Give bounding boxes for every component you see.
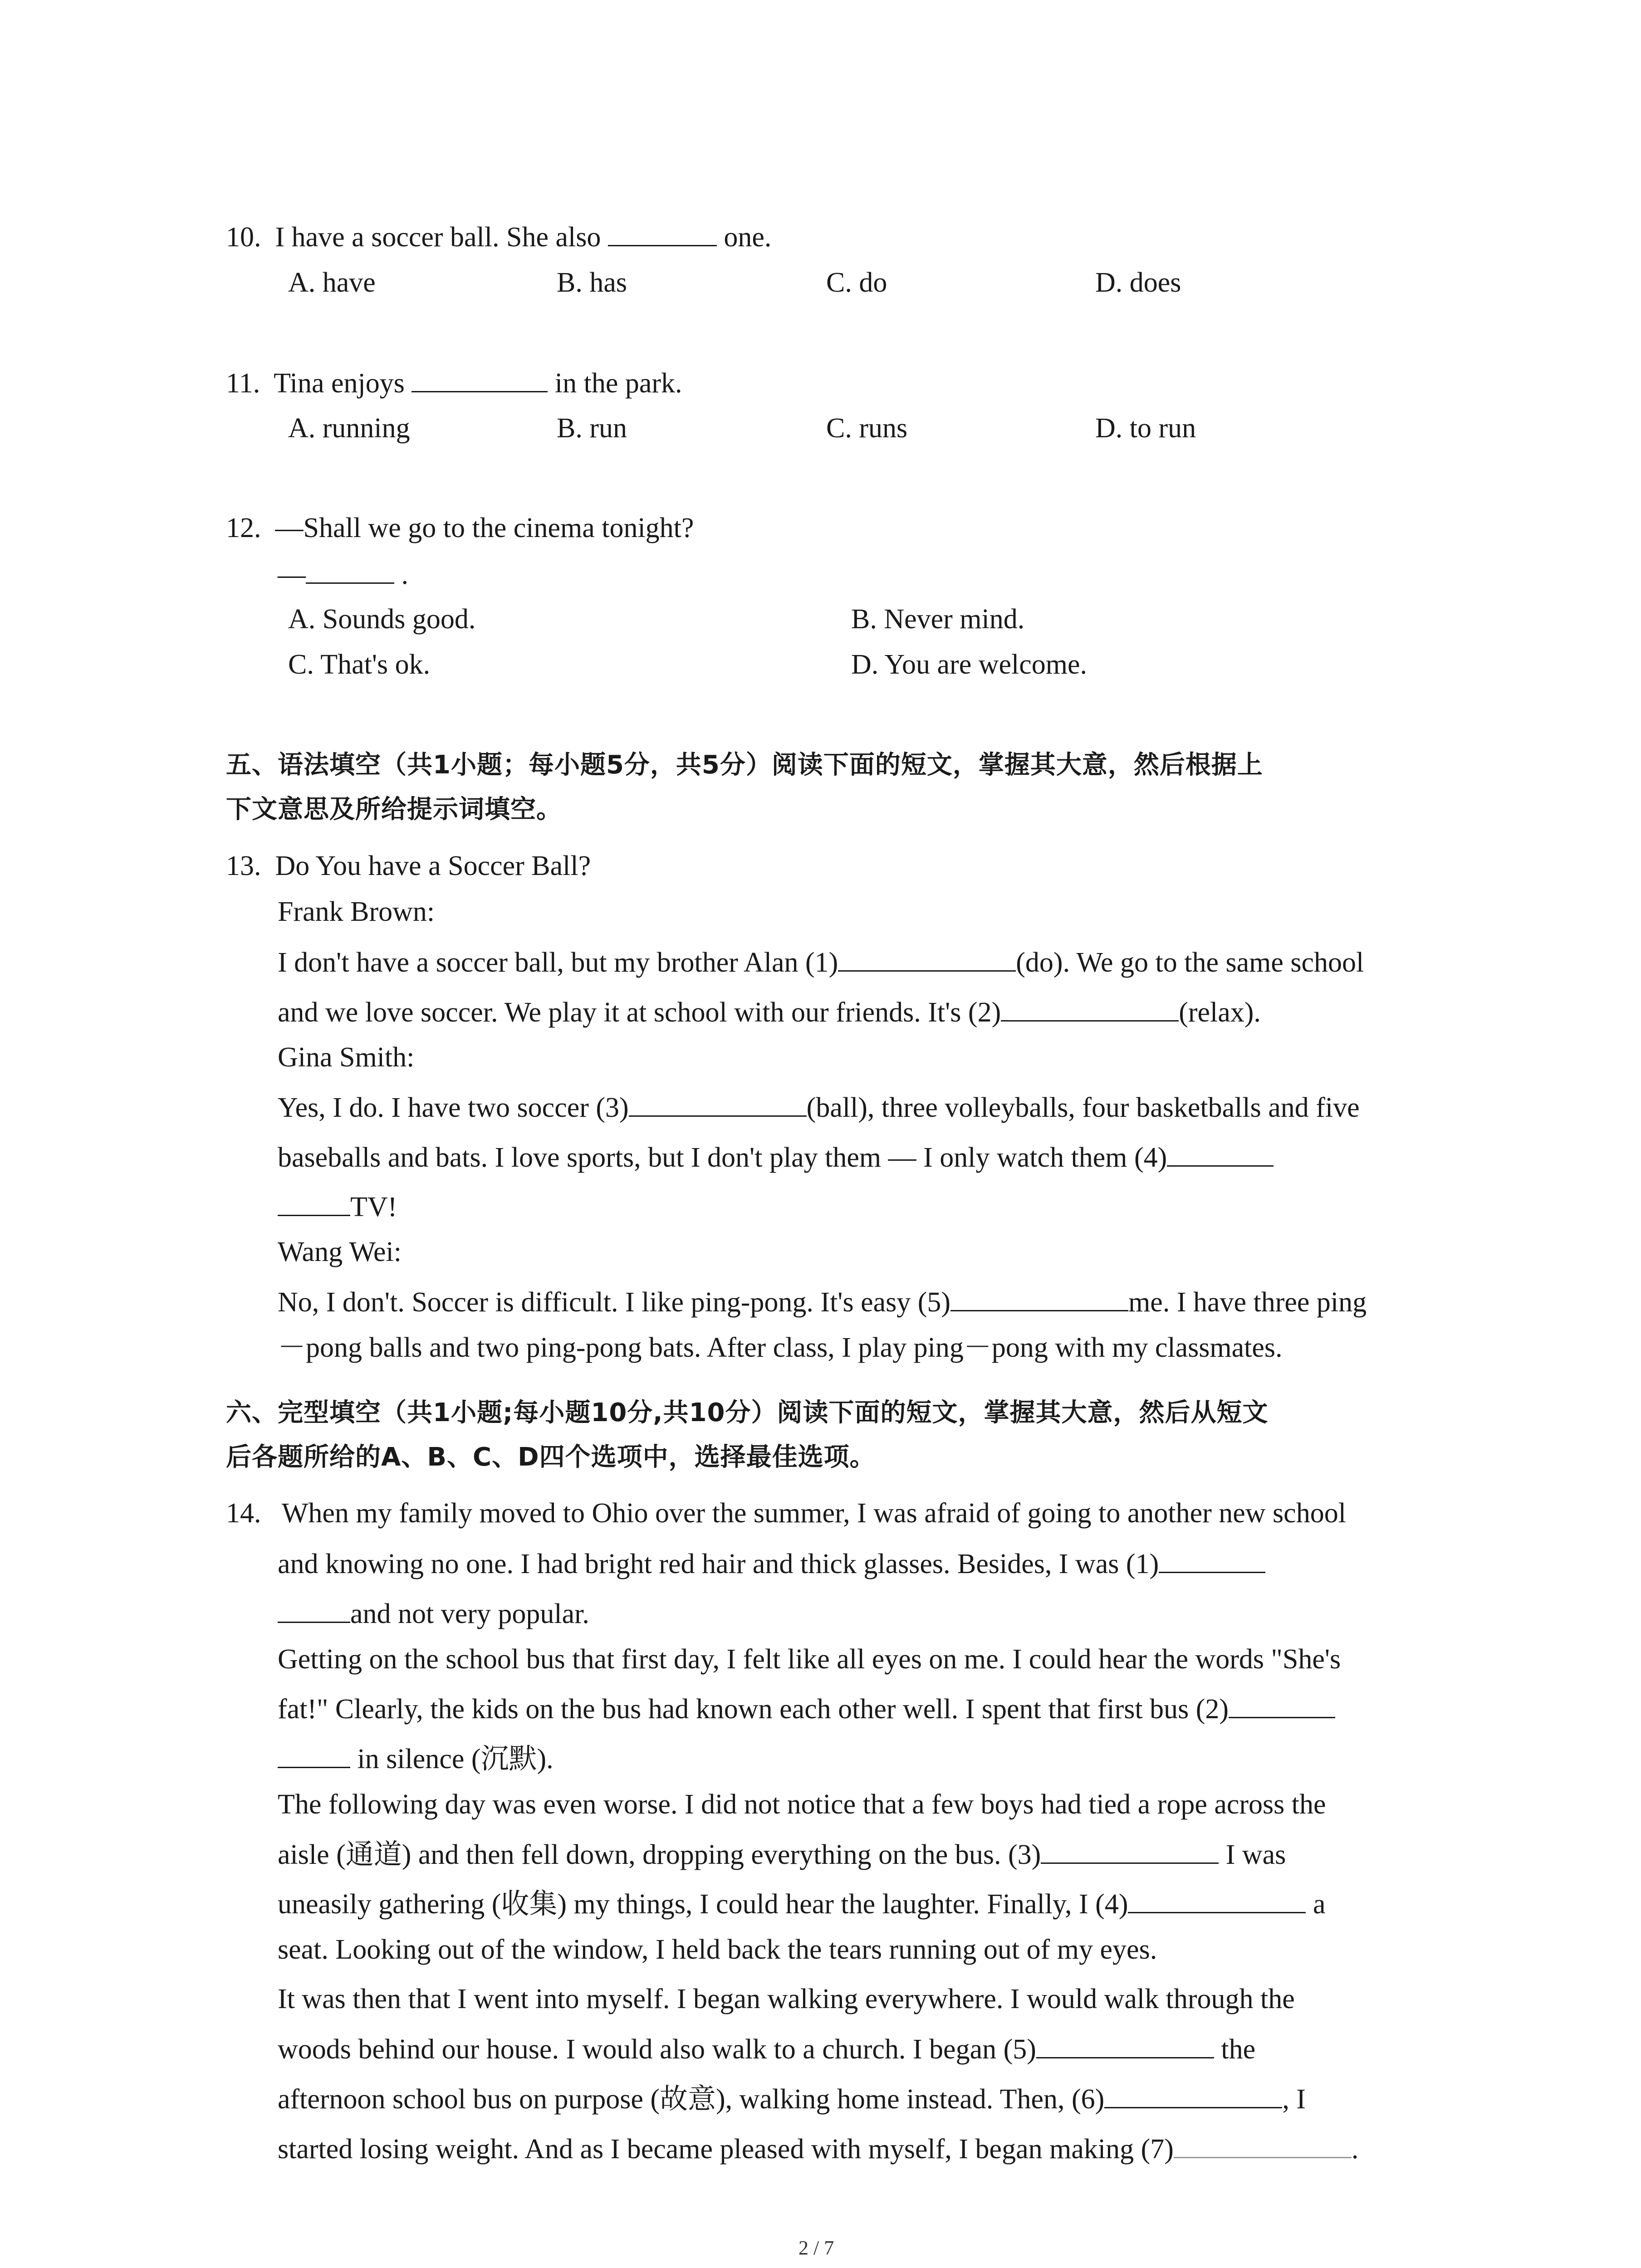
text: (relax).: [1179, 997, 1261, 1028]
passage-line: [278, 948, 1364, 977]
q10-option-a: A. have: [288, 267, 376, 298]
q11-option-d: D. to run: [1095, 413, 1196, 444]
text: I was: [1219, 1839, 1286, 1870]
text: and knowing no one. I had bright red hair and thick glasses. Besides, I was (1): [278, 1549, 1159, 1579]
question-number: 13.: [226, 850, 261, 881]
answer-blank: [1036, 2034, 1214, 2058]
question-number: 12.: [226, 513, 261, 543]
q11-text-pre: Tina enjoys: [274, 368, 412, 399]
q12-tail: .: [394, 559, 408, 590]
text: Yes, I do. I have two soccer (3): [278, 1092, 629, 1123]
q14-line: [278, 1744, 554, 1773]
text: .: [1351, 2134, 1359, 2165]
text: woods behind our house. I would also walk to a church. I began (5): [278, 2034, 1036, 2065]
question-number: 10.: [226, 222, 261, 253]
q14-line: The following day was even worse. I did not notice that a few boys had tied a rope across the: [278, 1789, 1326, 1820]
text: and we love soccer. We play it at school with our friends. It's (2): [278, 997, 1001, 1028]
q14-line: [278, 1599, 589, 1628]
q11-stem: [226, 368, 682, 397]
speaker-gina: Gina Smith:: [278, 1042, 415, 1073]
q11-option-a: A. running: [288, 413, 410, 444]
passage-line: [278, 1287, 1367, 1316]
passage-line: [278, 1093, 1360, 1122]
q14-line: Getting on the school bus that first day, I felt like all eyes on me. I could hear the words "She's: [278, 1644, 1341, 1675]
q12-text: —Shall we go to the cinema tonight?: [275, 513, 694, 543]
q12-stem: [226, 514, 694, 542]
text: in silence (沉默).: [350, 1744, 554, 1774]
answer-blank: [1001, 997, 1179, 1022]
answer-blank: [1159, 1549, 1265, 1573]
answer-blank: [1229, 1694, 1335, 1718]
answer-blank-cont: [278, 1744, 350, 1768]
section6-heading-line1: 六、完型填空（共1小题;每小题10分,共10分）阅读下面的短文，掌握其大意，然后从短文: [226, 1398, 1269, 1427]
passage-line: [278, 997, 1261, 1026]
passage-line: [278, 1143, 1274, 1172]
text: When my family moved to Ohio over the summer, I was afraid of going to another new school: [275, 1498, 1346, 1529]
q10-text-post: one.: [716, 222, 772, 253]
answer-blank: [950, 1287, 1128, 1311]
text: I don't have a soccer ball, but my brother Alan (1): [278, 947, 838, 978]
question-number: 11.: [226, 368, 260, 399]
answer-blank: [306, 560, 394, 584]
text: No, I don't. Soccer is difficult. I like ping-pong. It's easy (5): [278, 1287, 951, 1318]
text: aisle (通道) and then fell down, dropping everything on the bus. (3): [278, 1839, 1041, 1870]
q10-option-b: B. has: [557, 267, 627, 298]
answer-blank: [608, 222, 717, 246]
text: (do). We go to the same school: [1016, 947, 1364, 978]
text: me. I have three ping: [1128, 1287, 1367, 1318]
text: , I: [1282, 2084, 1306, 2115]
q14-line: [278, 2084, 1306, 2113]
q14-line: [278, 2034, 1255, 2063]
q14-line: [278, 1889, 1326, 1918]
text: a: [1306, 1889, 1326, 1920]
answer-blank: [629, 1093, 807, 1117]
dash: —: [278, 559, 306, 590]
q14-line: [278, 1694, 1335, 1723]
text: (ball), three volleyballs, four basketballs and five: [806, 1092, 1360, 1123]
passage-line: －pong balls and two ping-pong bats. After class, I play ping－pong with my classmates.: [278, 1332, 1283, 1363]
q10-stem: [226, 222, 771, 251]
text: baseballs and bats. I love sports, but I don't play them — I only watch them (4): [278, 1142, 1167, 1173]
q14-line: [278, 1549, 1265, 1578]
q14-line: [278, 2134, 1358, 2163]
answer-blank: [411, 368, 548, 392]
text: uneasily gathering (收集) my things, I could hear the laughter. Finally, I (4): [278, 1889, 1128, 1920]
text: and not very popular.: [350, 1598, 589, 1629]
speaker-wang: Wang Wei:: [278, 1237, 402, 1267]
q12-option-c: C. That's ok.: [288, 649, 431, 680]
text: TV!: [350, 1192, 397, 1222]
q14-line: [278, 1840, 1286, 1869]
q13-title: [226, 852, 591, 880]
q12-option-b: B. Never mind.: [851, 604, 1025, 635]
text: afternoon school bus on purpose (故意), walking home instead. Then, (6): [278, 2084, 1105, 2115]
answer-blank-cont: [278, 1192, 350, 1216]
answer-blank: [1167, 1143, 1274, 1167]
q10-option-c: C. do: [826, 267, 887, 298]
q11-text-post: in the park.: [548, 368, 682, 399]
question-number: 14.: [226, 1498, 261, 1529]
q12-option-d: D. You are welcome.: [851, 649, 1087, 680]
section6-heading-line2: 后各题所给的A、B、C、D四个选项中，选择最佳选项。: [226, 1442, 876, 1472]
q12-response: [278, 560, 408, 589]
page-number: 2 / 7: [798, 2237, 834, 2259]
answer-blank: [838, 948, 1016, 972]
section5-heading-line1: 五、语法填空（共1小题；每小题5分，共5分）阅读下面的短文，掌握其大意，然后根据上: [226, 750, 1263, 780]
q11-option-c: C. runs: [826, 413, 908, 444]
q14-line: seat. Looking out of the window, I held back the tears running out of my eyes.: [278, 1934, 1157, 1965]
q12-option-a: A. Sounds good.: [288, 604, 476, 635]
answer-blank: [1174, 2134, 1352, 2158]
answer-blank: [1128, 1889, 1306, 1913]
speaker-frank: Frank Brown:: [278, 896, 435, 927]
answer-blank-cont: [278, 1599, 350, 1623]
answer-blank: [1041, 1840, 1219, 1864]
section5-heading-line2: 下文意思及所给提示词填空。: [226, 795, 562, 824]
q10-text-pre: I have a soccer ball. She also: [275, 222, 608, 253]
answer-blank: [1104, 2084, 1282, 2108]
passage-title: Do You have a Soccer Ball?: [275, 850, 591, 881]
q10-option-d: D. does: [1095, 267, 1181, 298]
q14-line: It was then that I went into myself. I began walking everywhere. I would walk through the: [278, 1984, 1295, 2014]
text: fat!" Clearly, the kids on the bus had known each other well. I spent that first bus (2): [278, 1694, 1229, 1725]
passage-line: [278, 1192, 397, 1221]
text: the: [1214, 2034, 1256, 2065]
q14-line: [226, 1499, 1346, 1527]
text: started losing weight. And as I became pleased with myself, I began making (7): [278, 2134, 1174, 2165]
q11-option-b: B. run: [557, 413, 627, 444]
